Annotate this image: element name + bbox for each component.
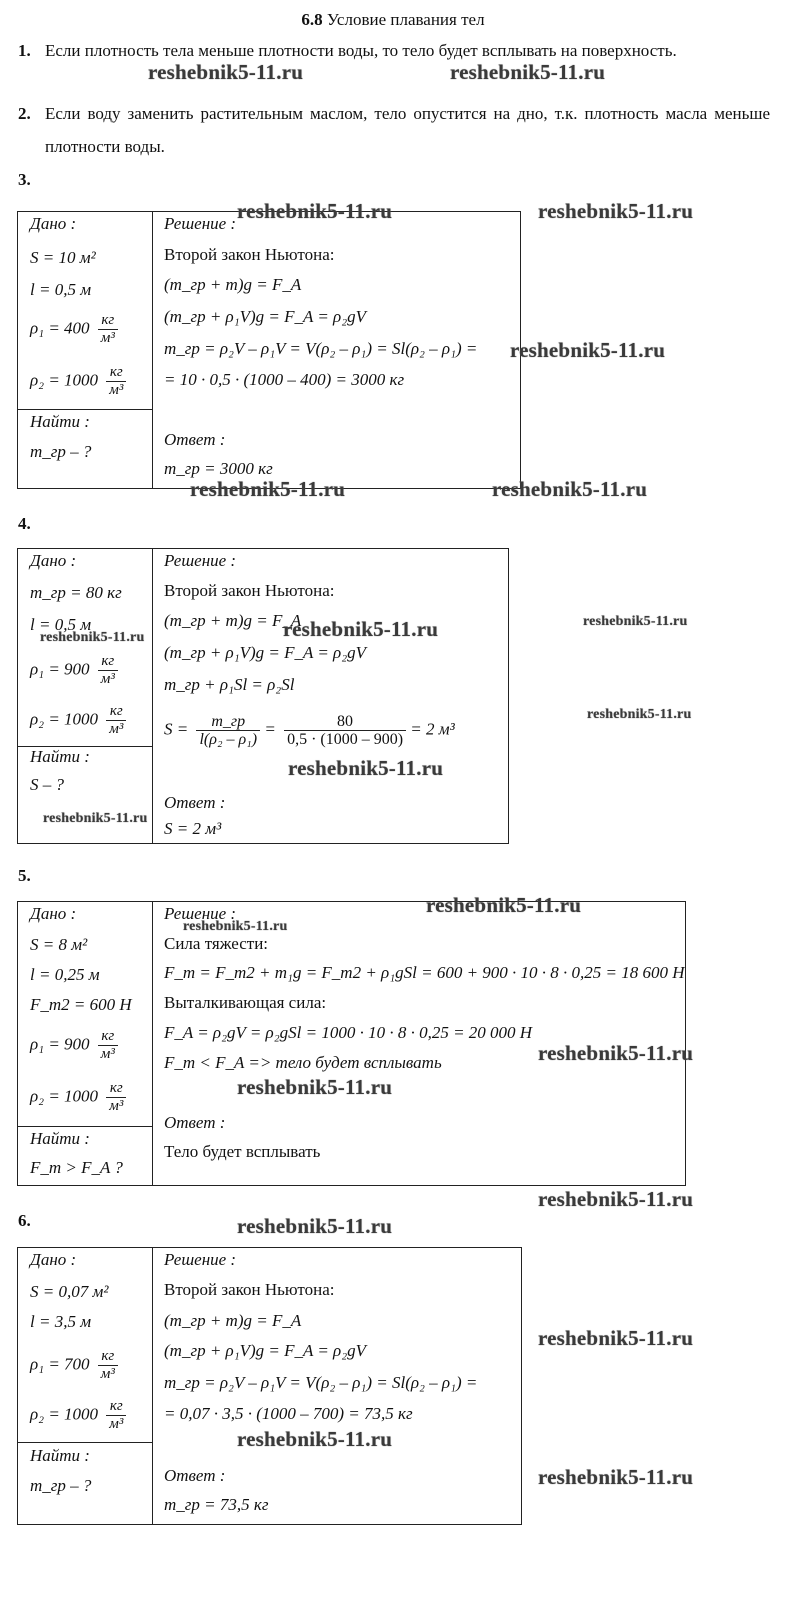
watermark: reshebnik5-11.ru [538, 199, 694, 223]
given-value: ρ₁ = 900 $\frac{кг}{\text{м³}}$ [30, 653, 118, 688]
page-title: 6.8 Условие плавания тел [301, 10, 485, 29]
problem-3-box [17, 211, 521, 489]
given-label: Дано : [30, 214, 77, 233]
given-value: l = 0,5 м [30, 280, 92, 299]
solution-formula-s: S = $\frac{m\_гр}{\text{l(ρ₂ – ρ₁)}}$ = $\frac{80}{0,5 \cdot (1000 - 900)}$ = 2 м³ [164, 713, 455, 748]
watermark: reshebnik5-11.ru [510, 338, 666, 362]
watermark: reshebnik5-11.ru [583, 614, 688, 629]
find-value: S – ? [30, 775, 64, 794]
paragraph-1: 1. Если плотность тела меньше плотности воды, то тело будет всплывать на поверхность. [18, 41, 677, 60]
answer-label: Ответ : [164, 1466, 226, 1485]
given-value: ρ₁ = 700 $\frac{кг}{\text{м³}}$ [30, 1348, 118, 1383]
find-label: Найти : [30, 1446, 90, 1465]
given-value: l = 3,5 м [30, 1312, 92, 1331]
solution-line: F_т = F_т2 + m₁g = F_т2 + ρ₁gSl = 600 + 900 · 10 · 8 · 0,25 = 18 600 Н [164, 963, 685, 982]
watermark: reshebnik5-11.ru [43, 811, 148, 826]
watermark: reshebnik5-11.ru [237, 1075, 393, 1099]
given-value: l = 0,25 м [30, 965, 100, 984]
find-value: F_т > F_A ? [30, 1158, 123, 1177]
given-value: l = 0,5 м [30, 615, 92, 634]
answer-value: m_гр = 73,5 кг [164, 1495, 269, 1514]
watermark: reshebnik5-11.ru [587, 707, 692, 722]
answer-value: m_гр = 3000 кг [164, 459, 273, 478]
watermark: reshebnik5-11.ru [183, 919, 288, 934]
watermark: reshebnik5-11.ru [148, 60, 304, 84]
problem-3-number: 3. [18, 170, 31, 189]
problem-6-number: 6. [18, 1211, 31, 1230]
unit-fraction: $\frac{кг}{\text{м³}}$ [98, 1028, 118, 1063]
solution-label: Решение : [164, 551, 237, 570]
answer-value: Тело будет всплывать [164, 1142, 321, 1161]
answer-label: Ответ : [164, 793, 226, 812]
given-value: S = 0,07 м² [30, 1282, 109, 1301]
find-label: Найти : [30, 1129, 90, 1148]
watermark: reshebnik5-11.ru [538, 1326, 694, 1350]
answer-label: Ответ : [164, 430, 226, 449]
solution-line: m_гр = ρ₂V – ρ₁V = V(ρ₂ – ρ₁) = Sl(ρ₂ – ρ₁) = [164, 339, 478, 358]
watermark: reshebnik5-11.ru [237, 1427, 393, 1451]
watermark: reshebnik5-11.ru [492, 477, 648, 501]
paragraph-2: 2. Если воду заменить растительным маслом, тело опустится на дно, т.к. плотность масла меньше плотности воды. [18, 104, 770, 156]
watermark: reshebnik5-11.ru [190, 477, 346, 501]
unit-fraction: $\frac{кг}{\text{м³}}$ [98, 653, 118, 688]
given-value: S = 10 м² [30, 248, 96, 267]
find-value: m_гр – ? [30, 1476, 92, 1495]
solution-line: m_гр + ρ₁Sl = ρ₂Sl [164, 675, 295, 694]
unit-fraction: $\frac{кг}{\text{м³}}$ [106, 1398, 126, 1433]
problem-6-box [17, 1247, 522, 1525]
find-label: Найти : [30, 747, 90, 766]
watermark: reshebnik5-11.ru [538, 1041, 694, 1065]
solution-line: m_гр = ρ₂V – ρ₁V = V(ρ₂ – ρ₁) = Sl(ρ₂ – ρ₁) = [164, 1373, 478, 1392]
given-label: Дано : [30, 551, 77, 570]
unit-fraction: $\frac{кг}{\text{м³}}$ [98, 312, 118, 347]
watermark: reshebnik5-11.ru [288, 756, 444, 780]
solution-label: Решение : [164, 904, 237, 923]
unit-fraction: $\frac{кг}{\text{м³}}$ [106, 364, 126, 399]
given-value: ρ₁ = 900 $\frac{кг}{\text{м³}}$ [30, 1028, 118, 1063]
solution-label: Решение : [164, 214, 237, 233]
watermark: reshebnik5-11.ru [283, 617, 439, 641]
solution-line: = 10 · 0,5 · (1000 – 400) = 3000 кг [164, 370, 405, 389]
formula-fraction: $\frac{80}{0,5 \cdot (1000 - 900)}$ [284, 713, 406, 748]
solution-line: (m_гр + m)g = F_A [164, 611, 302, 630]
formula-fraction: $\frac{m\_гр}{\text{l(ρ₂ – ρ₁)}}$ [196, 713, 260, 748]
solution-line: Выталкивающая сила: [164, 993, 327, 1012]
given-value: F_т2 = 600 Н [30, 995, 132, 1014]
unit-fraction: $\frac{кг}{\text{м³}}$ [106, 703, 126, 738]
answer-label: Ответ : [164, 1113, 226, 1132]
problem-5-number: 5. [18, 866, 31, 885]
unit-fraction: $\frac{кг}{\text{м³}}$ [98, 1348, 118, 1383]
solution-line: F_т < F_A => тело будет всплывать [164, 1053, 442, 1072]
solution-line: Второй закон Ньютона: [164, 581, 335, 600]
solution-line: F_A = ρ₂gV = ρ₂gSl = 1000 · 10 · 8 · 0,25 = 20 000 Н [164, 1023, 533, 1042]
given-label: Дано : [30, 1250, 77, 1269]
watermark: reshebnik5-11.ru [538, 1465, 694, 1489]
given-value: ρ₂ = 1000 $\frac{кг}{\text{м³}}$ [30, 364, 126, 399]
watermark: reshebnik5-11.ru [40, 630, 145, 645]
solution-line: = 0,07 · 3,5 · (1000 – 700) = 73,5 кг [164, 1404, 413, 1423]
watermark: reshebnik5-11.ru [237, 199, 393, 223]
problem-4-number: 4. [18, 514, 31, 533]
given-value: ρ₂ = 1000 $\frac{кг}{\text{м³}}$ [30, 1398, 126, 1433]
solution-line: (m_гр + m)g = F_A [164, 1311, 302, 1330]
given-value: S = 8 м² [30, 935, 88, 954]
solution-line: Второй закон Ньютона: [164, 1280, 335, 1299]
given-value: ρ₂ = 1000 $\frac{кг}{\text{м³}}$ [30, 703, 126, 738]
watermark: reshebnik5-11.ru [237, 1214, 393, 1238]
solution-line: Сила тяжести: [164, 934, 269, 953]
watermark: reshebnik5-11.ru [450, 60, 606, 84]
given-value: m_гр = 80 кг [30, 583, 122, 602]
given-label: Дано : [30, 904, 77, 923]
find-label: Найти : [30, 412, 90, 431]
unit-fraction: $\frac{кг}{\text{м³}}$ [106, 1080, 126, 1115]
find-value: m_гр – ? [30, 442, 92, 461]
watermark: reshebnik5-11.ru [538, 1187, 694, 1211]
solution-line: (m_гр + m)g = F_A [164, 275, 302, 294]
answer-value: S = 2 м³ [164, 819, 222, 838]
given-value: ρ₂ = 1000 $\frac{кг}{\text{м³}}$ [30, 1080, 126, 1115]
given-value: ρ₁ = 400 $\frac{кг}{\text{м³}}$ [30, 312, 118, 347]
solution-line: Второй закон Ньютона: [164, 245, 335, 264]
problem-4-box [17, 548, 509, 844]
solution-line: (m_гр + ρ₁V)g = F_A = ρ₂gV [164, 307, 367, 326]
solution-line: (m_гр + ρ₁V)g = F_A = ρ₂gV [164, 643, 367, 662]
watermark: reshebnik5-11.ru [426, 893, 582, 917]
solution-line: (m_гр + ρ₁V)g = F_A = ρ₂gV [164, 1341, 367, 1360]
solution-label: Решение : [164, 1250, 237, 1269]
